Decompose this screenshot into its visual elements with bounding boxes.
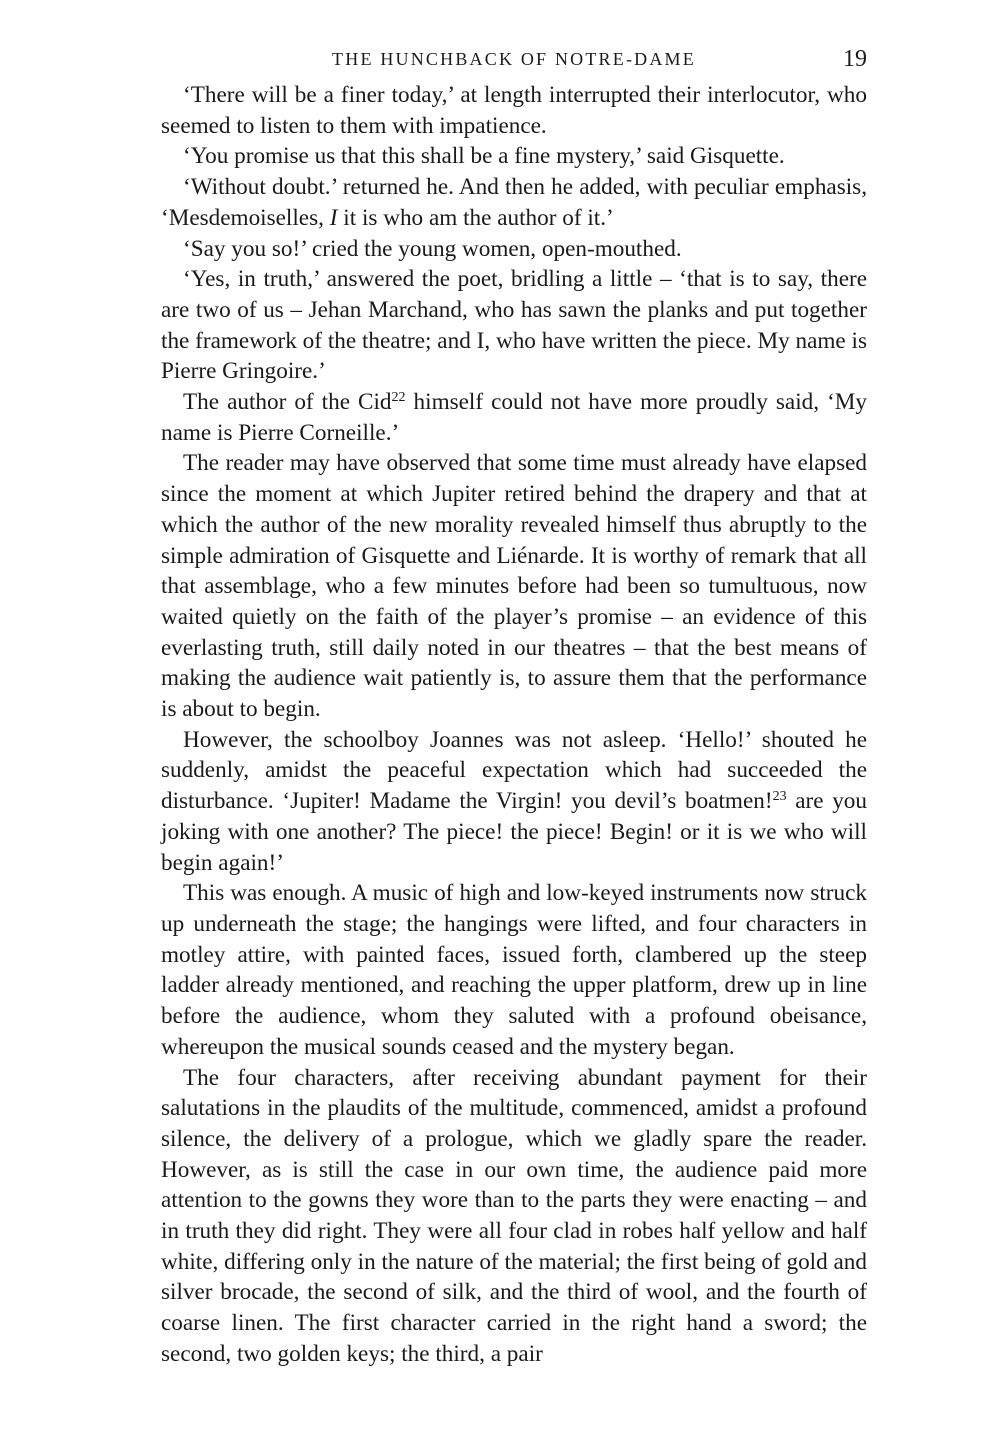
paragraph-text: are you joking with one another? The piece! the piece! Begin! or it is we who will begin again!’ [161,788,867,876]
italic-word: I [329,204,338,231]
paragraph: The reader may have observed that some time must already have elapsed since the moment at which Jupiter retired behind the drapery and that at which the author of the new morality revealed himself thus abruptly to the simple admiration of Gisquette and Liénarde. It is worthy of remark that all that assemblage, who a few minutes before had been so tumultuous, now waited quietly on the faith of the player’s promise – an evidence of this everlasting truth, still daily noted in our theatres – that the best means of making the audience wait patiently is, to assure them that the performance is about to begin. [161,450,867,723]
paragraph-text: ‘Without doubt.’ returned he. And then he added, with peculiar emphasis, ‘Mesdemoiselles, [161,174,867,231]
paragraph: This was enough. A music of high and low-keyed instruments now struck up underneath the stage; the hangings were lifted, and four characters in motley attire, with painted faces, issued forth, clambered up the steep ladder already mentioned, and reaching the upper platform, drew up in line before the audience, whom they saluted with a profound obeisance, whereupon the musical sounds ceased and the mystery began. [161,880,867,1060]
paragraph: ‘Yes, in truth,’ answered the poet, bridling a little – ‘that is to say, there are two of us – Jehan Marchand, who has sawn the planks and put together the framework of the theatre; and I, who have written the piece. My name is Pierre Gringoire.’ [161,266,867,385]
paragraph-text: The author of the Cid [183,389,392,416]
book-page [161,46,867,1370]
footnote-marker: 23 [772,789,787,805]
paragraph [161,387,867,448]
paragraph-text: it is who am the author of it.’ [337,204,614,231]
paragraph: The four characters, after receiving abundant payment for their salutations in the plaudits of the multitude, commenced, amidst a profound silence, the delivery of a prologue, which we gladly spare the reader. However, as is still the case in our own time, the audience paid more attention to the gowns they wore than to the parts they were enacting – and in truth they did right. They were all four clad in robes half yellow and half white, differing only in the nature of the material; the first being of gold and silver brocade, the second of silk, and the third of wool, and the fourth of coarse linen. The first character carried in the right hand a sword; the second, two golden keys; the third, a pair [161,1064,867,1367]
paragraph: ‘There will be a finer today,’ at length interrupted their interlocutor, who seemed to listen to them with impatience. [161,82,867,139]
paragraph [161,725,867,879]
running-header [161,46,867,78]
footnote-marker: 22 [391,390,406,406]
body-text [161,80,867,1370]
paragraph: ‘Say you so!’ cried the young women, open-mouthed. [183,235,682,262]
paragraph-text: However, the schoolboy Joannes was not asleep. ‘Hello!’ shouted he suddenly, amidst the peaceful expectation which had succeeded the disturbance. ‘Jupiter! Madame the Virgin! you devil’s boatmen! [161,726,867,815]
page-number: 19 [843,46,867,72]
paragraph [161,172,867,233]
running-title: THE HUNCHBACK OF NOTRE-DAME [332,49,696,69]
paragraph: ‘You promise us that this shall be a fine mystery,’ said Gisquette. [183,143,785,170]
paragraph-text: himself could not have more proudly said, ‘My name is Pierre Corneille.’ [161,389,867,446]
